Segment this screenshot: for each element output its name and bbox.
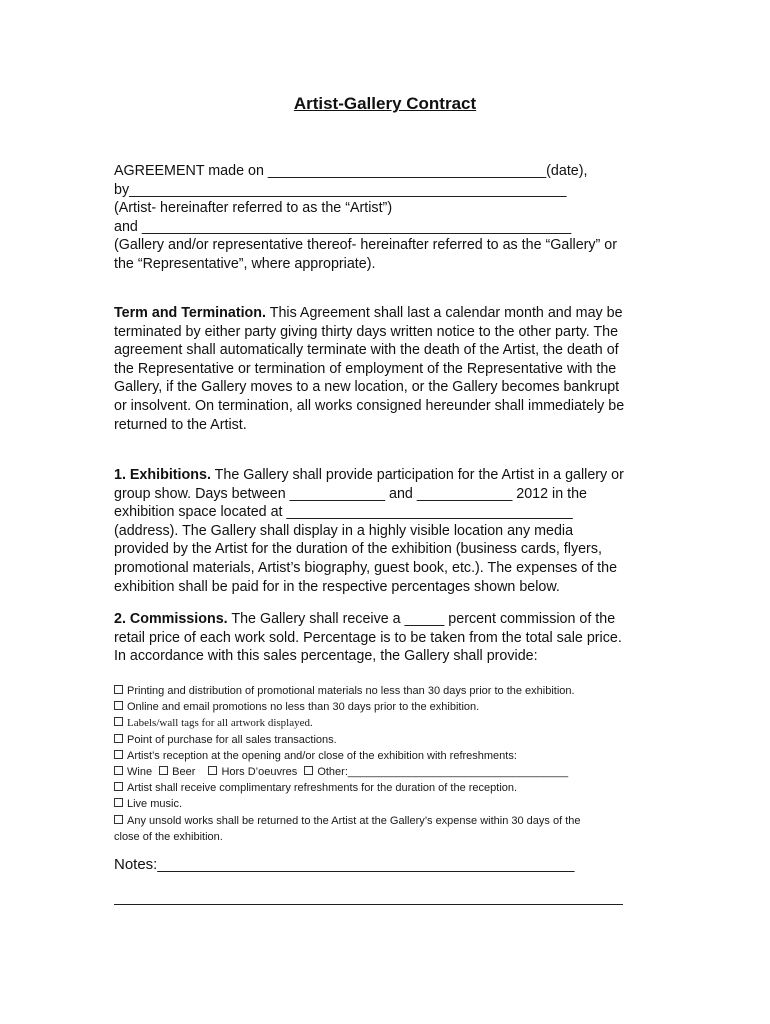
checklist-item [114, 715, 659, 731]
hors-checkbox[interactable] [208, 766, 217, 775]
commissions-heading: 2. Commissions. [114, 611, 228, 627]
checklist-item [114, 683, 659, 699]
term-line: returned to the Artist. [114, 416, 247, 433]
checklist-label: Artist shall receive complimentary refreshments for the duration of the reception. [127, 782, 518, 795]
checklist-item [114, 780, 659, 796]
other-label: Other:____________________________________ [317, 766, 569, 779]
notes-line: Notes:__________________________________________________ [114, 856, 575, 873]
agreement-line: the “Representative”, where appropriate). [114, 255, 376, 272]
exhibitions-line: (address). The Gallery shall display in a highly visible location any media [114, 522, 574, 539]
agreement-line: (Artist- hereinafter referred to as the “Artist”) [114, 200, 393, 217]
wine-label: Wine [127, 766, 153, 779]
commissions-first-line [114, 610, 659, 629]
checkbox[interactable] [114, 815, 123, 824]
checkbox[interactable] [114, 734, 123, 743]
term-line: terminated by either party giving thirty days written notice to the other party. The [114, 323, 619, 340]
checklist-label: Point of purchase for all sales transactions. [127, 733, 337, 746]
term-line: or insolvent. On termination, all works consigned hereunder shall immediately be [114, 397, 625, 414]
checkbox[interactable] [114, 717, 123, 726]
term-heading: Term and Termination. [114, 305, 266, 321]
checkbox[interactable] [114, 685, 123, 694]
agreement-line: (Gallery and/or representative thereof- hereinafter referred to as the “Gallery” or [114, 237, 618, 254]
checklist-label: Live music. [127, 798, 183, 811]
exhibitions-line: group show. Days between ____________ and ____________ 2012 in the [114, 485, 587, 502]
checklist-label: Online and email promotions no less than 30 days prior to the exhibition. [127, 701, 480, 714]
exhibitions-line: provided by the Artist for the duration of the exhibition (business cards, flyers, [114, 541, 602, 558]
exhibitions-line: exhibition space located at ____________________________________ [114, 504, 573, 521]
checklist-item [114, 748, 659, 764]
checklist-item [114, 732, 659, 748]
agreement-line: by_______________________________________________________ [114, 181, 567, 198]
term-text: This Agreement shall last a calendar month and may be [266, 305, 623, 321]
provisions-checklist [114, 683, 659, 845]
commissions-line: In accordance with this sales percentage, the Gallery shall provide: [114, 648, 538, 665]
wine-checkbox[interactable] [114, 766, 123, 775]
refreshments-options [114, 764, 659, 780]
beer-checkbox[interactable] [159, 766, 168, 775]
term-line: agreement shall automatically terminate with the death of the Artist, the death of [114, 342, 619, 359]
checklist-label: Labels/wall tags for all artwork displayed. [127, 717, 313, 730]
beer-label: Beer [172, 766, 196, 779]
agreement-line: AGREEMENT made on ___________________________________(date), [114, 163, 588, 179]
checklist-continuation: close of the exhibition. [114, 830, 223, 843]
checklist-label: Printing and distribution of promotional materials no less than 30 days prior to the exhibition. [127, 685, 575, 697]
checklist-item [114, 699, 659, 715]
checkbox[interactable] [114, 782, 123, 791]
checkbox[interactable] [114, 701, 123, 710]
exhibitions-line: promotional materials, Artist’s biography, guest book, etc.). The expenses of the [114, 559, 618, 576]
term-line: the Representative or termination of employment of the Representative with the [114, 360, 617, 377]
checklist-item [114, 796, 659, 812]
exhibitions-text: The Gallery shall provide participation for the Artist in a gallery or [210, 467, 624, 483]
checklist-label: Artist’s reception at the opening and/or close of the exhibition with refreshments: [127, 749, 517, 762]
exhibitions-first-line [114, 466, 659, 485]
exhibitions-section [114, 466, 659, 596]
checkbox[interactable] [114, 750, 123, 759]
commissions-line: retail price of each work sold. Percentage is to be taken from the total sale price. [114, 629, 622, 646]
hors-label: Hors D’oeuvres [221, 766, 298, 779]
checklist-item [114, 813, 659, 829]
term-section [114, 304, 659, 434]
page-title: Artist-Gallery Contract [293, 94, 477, 113]
commissions-section [114, 610, 659, 666]
agreement-line: and ______________________________________________________ [114, 218, 572, 235]
checklist-label: Any unsold works shall be returned to the Artist at the Gallery’s expense within 30 days of the [127, 814, 581, 827]
term-first-line [114, 304, 659, 323]
agreement-section [114, 162, 659, 274]
exhibitions-line: exhibition shall be paid for in the respective percentages shown below. [114, 578, 560, 595]
other-checkbox[interactable] [304, 766, 313, 775]
checkbox[interactable] [114, 798, 123, 807]
term-line: Gallery, if the Gallery moves to a new location, or the Gallery becomes bankrupt [114, 379, 620, 396]
notes-line-2: _____________________________________________________________ [114, 889, 623, 906]
commissions-text: The Gallery shall receive a _____ percent commission of the [227, 611, 616, 627]
exhibitions-heading: 1. Exhibitions. [114, 467, 211, 483]
